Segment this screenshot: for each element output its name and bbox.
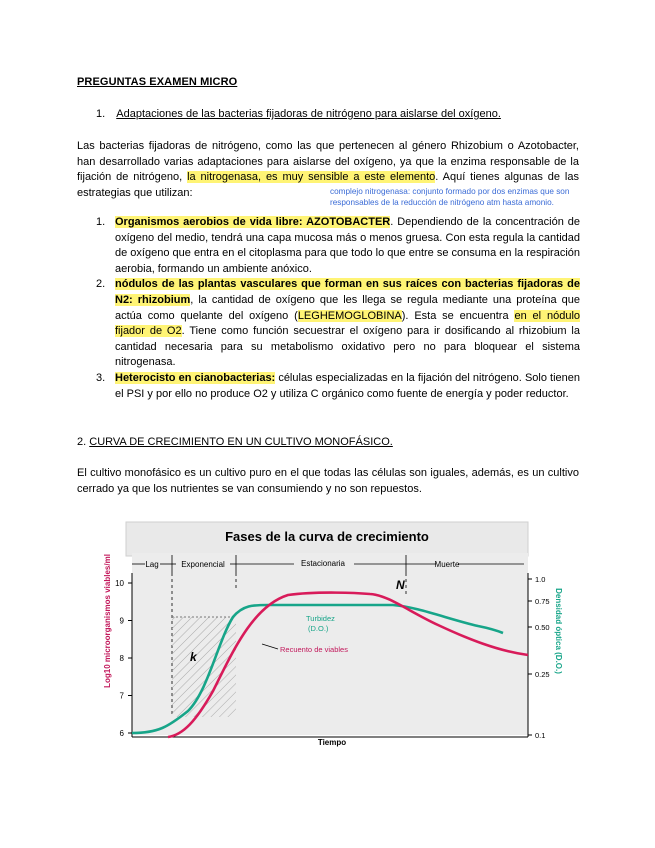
list-item: [96, 277, 580, 371]
intro-text-1: Las bacterias fijadoras de nitrógeno, como las que pertenecen al género Rhizobium o Azotobacter, han desarrollado varias adaptaciones para aislarse del oxígeno, ya que la enzima responsable de la fijación de nitrógeno,: [77, 140, 579, 184]
left-tick-label: 9: [119, 616, 124, 626]
viable-count-label: Recuento de viables: [280, 645, 348, 654]
section-1-title: Adaptaciones de las bacterias fijadoras de nitrógeno para aislarse del oxígeno.: [116, 108, 501, 120]
right-ticks: [528, 575, 550, 740]
list-item-text: células especializadas en la fijación del nitrógeno. Solo tienen el PSI y por ello no produce O2 y utiliza C orgánico como fuente de energía y poder reductor.: [115, 371, 581, 400]
left-tick-label: 7: [119, 691, 124, 701]
section-2-heading: [77, 436, 393, 448]
list-item: [96, 215, 580, 277]
intro-text-2: . Aquí tienes algunas de las estrategias que utilizan:: [77, 171, 579, 199]
list-item: [96, 371, 580, 402]
phase-label: Estacionaria: [300, 559, 346, 568]
margin-comment: complejo nitrogenasa: conjunto formado por dos enzimas que son responsables de la reducción de nitrógeno atm hasta amonio.: [330, 187, 570, 207]
list-item-bold: Organismos aerobios de vida libre: AZOTOBACTER: [115, 216, 391, 228]
intro-highlight: la nitrogenasa, es muy sensible a este elemento: [187, 171, 436, 184]
left-ticks: [115, 579, 132, 738]
list-item-text: . Dependiendo de la concentración de oxígeno del medio, tendrá una capa mucosa más o menos gruesa. Con esta regula la cantidad de oxígeno que entra en el citoplasma para que todo lo que entre se consuma en la respiración aerobia, formando un ambiente anóxico.: [115, 216, 580, 275]
list-item-bold: Heterocisto en cianobacterias:: [115, 371, 276, 384]
culture-paragraph: El cultivo monofásico es un cultivo puro en el que todas las células son iguales, además, es un cultivo cerrado ya que los nutrientes se van consumiendo y no son repuestos.: [77, 467, 579, 495]
section-2-title: CURVA DE CRECIMIENTO EN UN CULTIVO MONOFÁSICO.: [89, 436, 393, 448]
x-axis-label: Tiempo: [317, 738, 347, 747]
turbidity-label: Turbidez: [306, 614, 335, 623]
right-tick-label: 0.75: [535, 597, 550, 606]
left-tick-label: 6: [119, 729, 124, 738]
list-item-highlight: LEGHEMOGLOBINA: [297, 309, 402, 322]
left-tick-label: 8: [119, 654, 124, 663]
right-axis-label: Densidad óptica (D.O.): [554, 588, 563, 674]
phase-label: Muerte: [434, 560, 460, 569]
list-number: 3.: [96, 371, 106, 384]
turbidity-sublabel: (D.O.): [308, 624, 329, 633]
list-item-highlight: en el nódulo fijador de O2: [115, 309, 581, 338]
list-number: 2.: [96, 278, 106, 291]
list-item-text: . Tiene como función secuestrar el oxígeno para ir dosificando al rhizobium la cantidad necesaria para su metabolismo oxidativo pero no para bloquear el sistema nitrogenasa.: [115, 325, 580, 369]
right-tick-label: 1.0: [535, 575, 546, 584]
right-tick-label: 0.50: [535, 623, 550, 632]
growth-curve-figure: [103, 521, 580, 750]
left-axis-label: Log10 microorganismos viables/ml: [103, 554, 112, 688]
right-tick-label: 0.1: [535, 731, 546, 740]
list-item-bold: nódulos de las plantas vasculares que forman en sus raíces con bacterias fijadoras de N2: rhizobium: [115, 278, 580, 306]
chart-title: Fases de la curva de crecimiento: [225, 529, 429, 544]
section-1-heading: [96, 108, 501, 120]
right-tick-label: 0.25: [535, 670, 550, 679]
phase-label: Exponencial: [181, 560, 225, 569]
death-label: N: [396, 578, 405, 592]
growth-curve-chart: [103, 521, 580, 747]
phase-label: Lag: [145, 560, 159, 569]
list-item-text: , la cantidad de oxígeno que les llega se regula mediante una proteína que actúa como quelante del oxígeno (: [115, 293, 580, 322]
section-2-number: 2.: [77, 436, 87, 448]
left-tick-label: 10: [115, 579, 124, 588]
section-1-number: 1.: [96, 108, 106, 120]
strategies-list: [96, 215, 580, 402]
slope-label: k: [190, 650, 197, 664]
page-title: PREGUNTAS EXAMEN MICRO: [77, 76, 238, 88]
list-number: 1.: [96, 216, 106, 228]
list-item-text: ). Esta se encuentra: [401, 309, 515, 322]
